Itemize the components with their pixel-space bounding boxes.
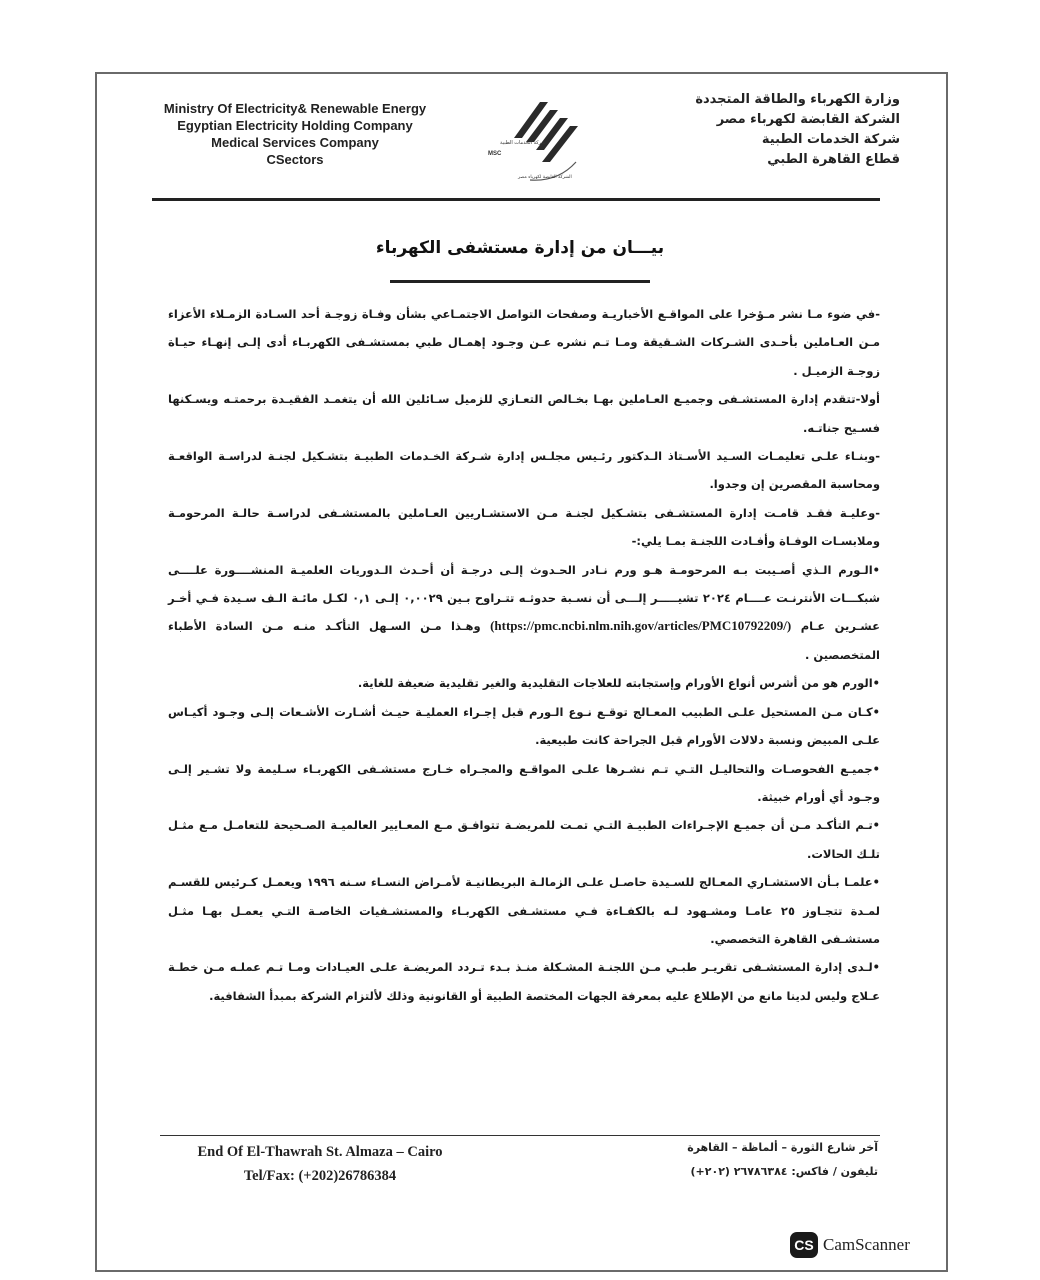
footer-phone-en: Tel/Fax: (+202)26786384 bbox=[243, 1168, 397, 1184]
point-tumor-rarity-text: •الـورم الـذي أصـيبت بـه المرحومـة هـو ورم نـادر الحـدوث إلـى درجـة أن أحـدث الـدوريات العلميـة المنشــــورة علــــى شبكـــات الأنترنـت عــــام ٢٠٢٤ تشيـــــر إلـــى أن نسـبة حدوثـه تتـراوح بـين ٠,٠٠٢٩ إلـى ٠,١ لكـل مائـة الـف سـيدة فـي أخـر عشـرين عـام bbox=[168, 562, 880, 634]
logo-abbr: MSC bbox=[488, 151, 502, 157]
en-head-line-3: Medical Services Company bbox=[211, 135, 379, 150]
en-head-line-4: CSectors bbox=[266, 152, 324, 167]
point-standards-compliance: •تـم التأكـد مـن أن جميـع الإجـراءات الطبيـة التـي تمـت للمريضـة تتوافـق مـع المعـايير العالميـة الصـحيحة للتعامـل مـع مثـل تلـك الحالات. bbox=[168, 818, 880, 861]
paragraph-condolence: أولا-تتقدم إدارة المستشـفى وجميـع العـاملين بهـا بخـالص التعـازي للزميل سـائلين الله أن يتغمـد الفقيـدة برحمتـه ويسـكنها فسـيح جناتـه. bbox=[168, 392, 880, 435]
point-tumor-rarity-text-end: وهـذا مـن السـهل التأكـد منـه مـن السادة الأطباء المتخصصين . bbox=[168, 619, 880, 662]
point-tumor-aggressiveness: •الورم هو من أشرس أنواع الأورام وإستجابته للعلاجات التقليدية والغير تقليدية ضعيفة للغاية. bbox=[357, 676, 880, 691]
en-head-line-1: Ministry Of Electricity& Renewable Energy bbox=[163, 101, 427, 116]
camscanner-icon: CS bbox=[790, 1232, 818, 1258]
footer-address-ar: آخر شارع الثورة – ألماظة – القاهرة bbox=[687, 1141, 878, 1154]
paragraph-committee: -وبنـاء علـى تعليمـات السـيد الأسـتاذ الـدكتور رئـيس مجلـس إدارة شـركة الخـدمات الطبيـة بتشـكيل لجنـة لدراسـة الواقعـة ومحاسبة المقصرين إن وجدوا. bbox=[168, 449, 880, 492]
statement-body bbox=[168, 300, 880, 1010]
letterhead-arabic bbox=[630, 90, 900, 170]
ar-head-line-2: الشركة القابضة لكهرباء مصر bbox=[716, 112, 900, 127]
statement-title: بيـــان من إدارة مستشفى الكهرباء bbox=[375, 238, 665, 258]
header-divider bbox=[152, 198, 880, 201]
point-external-tests: •جميـع الفحوصـات والتحاليـل التـي تـم نشـرها علـى المواقـع والمجـراه خـارج مستشـفى الكهربـاء سـليمة ولا تشـير إلـى وجـود أي أورام خبيثة. bbox=[168, 761, 880, 804]
title-underline bbox=[390, 280, 650, 283]
footer-english bbox=[170, 1140, 470, 1188]
point-medical-report: •لـدى إدارة المستشـفى تقريـر طبـي مـن اللجنـة المشـكلة منـذ بـدء تـردد المريضـة علـى العيـادات ومـا تـم عملـه مـن خطـة عـلاج وليس لدينا مانع من الإطلاع عليه بمعرفة الجهات المختصة الطبية أو القانونية وذلك لألتزام الشركة بمبدأ الشفافية. bbox=[168, 960, 880, 1003]
camscanner-watermark bbox=[790, 1232, 910, 1258]
footer-arabic bbox=[628, 1136, 878, 1184]
ar-head-line-4: قطاع القاهرة الطبي bbox=[767, 152, 900, 167]
point-consultant-credentials: •علمـا بـأن الاستشـاري المعـالج للسـيدة حاصـل علـى الزمالـة البريطانيـة لأمـراض النسـاء سـنه ١٩٩٦ ويعمـل كـرئيس للقسـم لمـدة تتجـاوز ٢٥ عامـا ومشـهود لـه بالكفـاءة فـي مستشـفى الكهربـاء والمستشـفيات الخاصـة التـي يعمـل بهـا مثـل مستشـفى القاهرة التخصصي. bbox=[168, 875, 881, 946]
ar-head-line-1: وزارة الكهرباء والطاقة المتجددة bbox=[695, 92, 900, 107]
footer-phone-ar: تليفون / فاكس: ٢٦٧٨٦٣٨٤ (٢٠٢+) bbox=[690, 1165, 878, 1178]
company-logo bbox=[478, 100, 588, 185]
logo-small-text: شركة الخدمات الطبية bbox=[500, 140, 546, 146]
footer-address-en: End Of El-Thawrah St. Almaza – Cairo bbox=[197, 1144, 443, 1160]
ar-head-line-3: شركة الخدمات الطبية bbox=[761, 132, 900, 147]
en-head-line-2: Egyptian Electricity Holding Company bbox=[177, 118, 413, 133]
paragraph-intro: -في ضوء مـا نشر مـؤخرا على المواقـع الأخباريـة وصفحات التواصل الاجتمـاعي بشأن وفـاة زوجـة أحد السـادة الزمـلاء الأعزاء مـن العـاملين بأحـدى الشـركات الشـقيقة ومـا تـم نشره عـن وجـود إهمـال طبي بمستشـفى الكهربـاء أدى إلـى إنهـاء حيـاة زوجـة الزميـل . bbox=[168, 307, 880, 378]
logo-ring-text: الشركة القابضة لكهرباء مصر bbox=[518, 175, 572, 180]
point-tumor-rarity bbox=[168, 556, 880, 670]
point-preop-diagnosis: •كـان مـن المستحيل علـى الطبيب المعـالج توقـع نـوع الـورم قبل إجـراء العمليـة حيـث أشـارت الأشـعات إلـى وجـود أكيـاس علـى المبيض ونسبة دلالات الأورام قبل الجراحة كانت طبيعية. bbox=[168, 704, 880, 748]
letterhead-english bbox=[150, 100, 440, 168]
paragraph-findings-intro: -وعليـة فقـد قامـت إدارة المستشـفى بتشـكيل لجنـة مـن الاستشـاريين العـاملين بالمستشـفى لدراسـة حالـة المرحومـة وملابسـات الوفـاة وأفـادت اللجنـة بمـا يلي:- bbox=[168, 505, 880, 549]
camscanner-label: CamScanner bbox=[823, 1235, 910, 1254]
reference-link[interactable]: (https://pmc.ncbi.nlm.nih.gov/articles/PMC10792209/) bbox=[490, 618, 792, 634]
